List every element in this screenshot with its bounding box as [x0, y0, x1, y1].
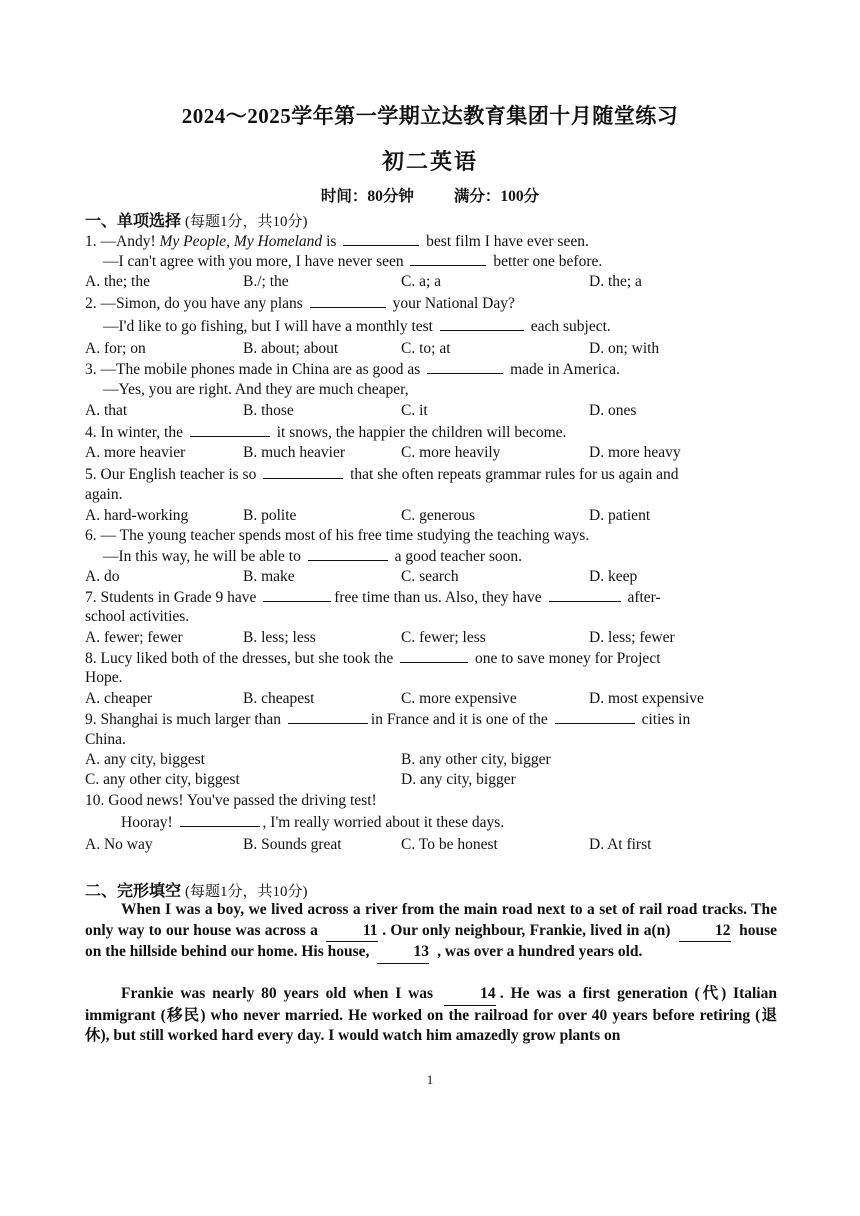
option-b[interactable]: B. any other city, bigger	[401, 751, 551, 768]
q10-reply-b: , I'm really worried about it these days.	[262, 814, 505, 831]
q7-text-b: free time than us. Also, they have	[334, 589, 546, 606]
option-c[interactable]: C. fewer; less	[401, 629, 486, 646]
q2-reply-b: each subject.	[526, 318, 611, 335]
option-b[interactable]: B. make	[243, 568, 295, 585]
option-a[interactable]: A. fewer; fewer	[85, 629, 183, 646]
cloze-paragraph-1	[85, 900, 777, 964]
q1-film-title: My People, My Homeland	[159, 233, 323, 250]
answer-blank[interactable]	[308, 546, 388, 561]
section-1-title: 一、单项选择	[85, 213, 182, 230]
answer-blank[interactable]	[400, 648, 468, 663]
q6-reply-b: a good teacher soon.	[390, 548, 523, 565]
question-7-stem	[85, 587, 775, 608]
option-c[interactable]: C. search	[401, 568, 459, 585]
option-d[interactable]: D. on; with	[589, 340, 660, 357]
option-b[interactable]: B. less; less	[243, 629, 316, 646]
exam-meta	[0, 184, 860, 206]
time-limit: 时间：80分钟	[320, 188, 414, 205]
question-5-stem	[85, 464, 775, 485]
option-c[interactable]: C. a; a	[401, 273, 442, 290]
option-b[interactable]: B. those	[243, 402, 294, 419]
q2-text-a: 2. —Simon, do you have any plans	[85, 295, 307, 312]
question-2-reply	[103, 316, 793, 337]
q7-text-c: after-	[623, 589, 661, 606]
option-d[interactable]: D. keep	[589, 568, 638, 585]
question-3-stem	[85, 359, 775, 380]
q10-text-a: 10. Good news! You've passed the driving test!	[85, 792, 377, 809]
question-9-continuation: China.	[85, 731, 126, 748]
question-1-stem	[85, 231, 775, 252]
question-8-continuation: Hope.	[85, 669, 123, 686]
q10-reply-a: Hooray!	[121, 814, 177, 831]
full-score: 满分：100分	[453, 188, 540, 205]
option-d[interactable]: D. At first	[589, 836, 652, 853]
option-d[interactable]: D. any city, bigger	[401, 771, 516, 788]
option-a[interactable]: A. hard-working	[85, 507, 189, 524]
q6-text-a: 6. — The young teacher spends most of his free time studying the teaching ways.	[85, 527, 590, 544]
option-a[interactable]: A. that	[85, 402, 128, 419]
option-b[interactable]: B. much heavier	[243, 444, 346, 461]
q2-text-b: your National Day?	[388, 295, 515, 312]
option-d[interactable]: D. most expensive	[589, 690, 704, 707]
answer-blank[interactable]	[190, 422, 270, 437]
section-1-heading	[85, 208, 308, 231]
cloze-paragraph-2	[85, 984, 777, 1047]
option-a[interactable]: A. for; on	[85, 340, 146, 357]
option-d[interactable]: D. the; a	[589, 273, 642, 290]
option-c[interactable]: C. it	[401, 402, 428, 419]
q9-text-a: 9. Shanghai is much larger than	[85, 711, 285, 728]
question-5-continuation: again.	[85, 486, 123, 503]
p1-text-b: . Our only neighbour, Frankie, lived in a(n)	[382, 921, 675, 939]
answer-blank[interactable]	[555, 709, 635, 724]
answer-blank[interactable]	[288, 709, 368, 724]
option-c[interactable]: C. more expensive	[401, 690, 517, 707]
p2-text-b: . He was a first generation (代) Italian immigrant (移民) who never married. He worked on the railroad for over 40 years before retiring (退休), but still worked hard every day. I would watch him amazedly grow plants on	[85, 985, 777, 1044]
q1-text-b: is	[322, 233, 341, 250]
answer-blank[interactable]	[343, 231, 419, 246]
q8-text-a: 8. Lucy liked both of the dresses, but she took the	[85, 650, 398, 667]
p2-text-a: Frankie was nearly 80 years old when I was	[121, 985, 440, 1002]
cloze-blank-13[interactable]: 13	[377, 942, 429, 964]
question-8-stem	[85, 648, 775, 669]
option-b[interactable]: B. cheapest	[243, 690, 315, 707]
question-3-reply	[103, 380, 793, 400]
q1-text-a: 1. —Andy!	[85, 233, 160, 250]
p1-text-a: When I was a boy, we lived across a river from the main road next to a set of rail road tracks. The only way to our house was across a	[85, 901, 777, 939]
q3-text-a: 3. —The mobile phones made in China are as good as	[85, 361, 425, 378]
option-a[interactable]: A. do	[85, 568, 120, 585]
option-a[interactable]: A. more heavier	[85, 444, 186, 461]
option-c[interactable]: C. more heavily	[401, 444, 501, 461]
option-a[interactable]: A. No way	[85, 836, 153, 853]
answer-blank[interactable]	[549, 587, 621, 602]
cloze-blank-14[interactable]: 14	[444, 984, 496, 1006]
answer-blank[interactable]	[410, 251, 486, 266]
option-a[interactable]: A. the; the	[85, 273, 150, 290]
q8-text-b: one to save money for Project	[471, 650, 661, 667]
question-10-stem	[85, 791, 775, 811]
option-c[interactable]: C. generous	[401, 507, 476, 524]
question-1-reply	[103, 251, 793, 272]
option-d[interactable]: D. patient	[589, 507, 651, 524]
question-6-reply	[103, 546, 793, 567]
q1-reply-b: better one before.	[489, 253, 603, 270]
q4-text-b: it snows, the happier the children will become.	[272, 424, 567, 441]
question-7-continuation: school activities.	[85, 608, 190, 625]
section-2-title: 二、完形填空	[85, 883, 182, 900]
section-2-note: (每题1分，共10分)	[185, 884, 308, 900]
q6-reply-a: —In this way, he will be able to	[103, 548, 305, 565]
cloze-blank-12[interactable]: 12	[679, 921, 731, 943]
q5-text-a: 5. Our English teacher is so	[85, 466, 261, 483]
q7-text-a: 7. Students in Grade 9 have	[85, 589, 261, 606]
answer-blank[interactable]	[427, 359, 503, 374]
question-6-stem	[85, 526, 775, 546]
question-2-stem	[85, 293, 775, 314]
question-9-stem	[85, 709, 775, 730]
option-b[interactable]: B./; the	[243, 273, 289, 290]
p1-text-d: , was over a hundred years old.	[433, 943, 643, 960]
q3-reply-a: —Yes, you are right. And they are much cheaper,	[103, 381, 409, 398]
answer-blank[interactable]	[180, 812, 260, 827]
cloze-blank-11[interactable]: 11	[326, 921, 378, 943]
option-a[interactable]: A. any city, biggest	[85, 751, 205, 768]
q1-reply-a: —I can't agree with you more, I have never seen	[103, 253, 408, 270]
q2-reply-a: —I'd like to go fishing, but I will have a monthly test	[103, 318, 437, 335]
question-4-stem	[85, 422, 775, 443]
q4-text-a: 4. In winter, the	[85, 424, 187, 441]
page-number: 1	[426, 1072, 434, 1087]
page-title: 2024～2025学年第一学期立达教育集团十月随堂练习	[181, 104, 679, 128]
option-d[interactable]: D. more heavy	[589, 444, 681, 461]
section-1-note: (每题1分，共10分)	[185, 214, 308, 230]
section-2-heading	[85, 878, 308, 901]
q1-text-c: best film I have ever seen.	[422, 233, 589, 250]
option-d[interactable]: D. less; fewer	[589, 629, 675, 646]
answer-blank[interactable]	[263, 464, 343, 479]
option-a[interactable]: A. cheaper	[85, 690, 153, 707]
answer-blank[interactable]	[310, 293, 386, 308]
q9-text-c: cities in	[637, 711, 691, 728]
option-b[interactable]: B. Sounds great	[243, 836, 342, 853]
p1-text-c: house on the hillside behind our home. His house,	[85, 921, 777, 960]
option-c[interactable]: C. To be honest	[401, 836, 498, 853]
answer-blank[interactable]	[263, 587, 331, 602]
option-c[interactable]: C. any other city, biggest	[85, 771, 240, 788]
answer-blank[interactable]	[440, 316, 524, 331]
q3-text-b: made in America.	[506, 361, 620, 378]
page-subtitle: 初二英语	[381, 149, 478, 174]
q5-text-b: that she often repeats grammar rules for us again and	[346, 466, 679, 483]
option-b[interactable]: B. polite	[243, 507, 297, 524]
q9-text-b: in France and it is one of the	[370, 711, 552, 728]
option-c[interactable]: C. to; at	[401, 340, 451, 357]
question-10-reply	[121, 812, 811, 833]
option-d[interactable]: D. ones	[589, 402, 637, 419]
option-b[interactable]: B. about; about	[243, 340, 339, 357]
